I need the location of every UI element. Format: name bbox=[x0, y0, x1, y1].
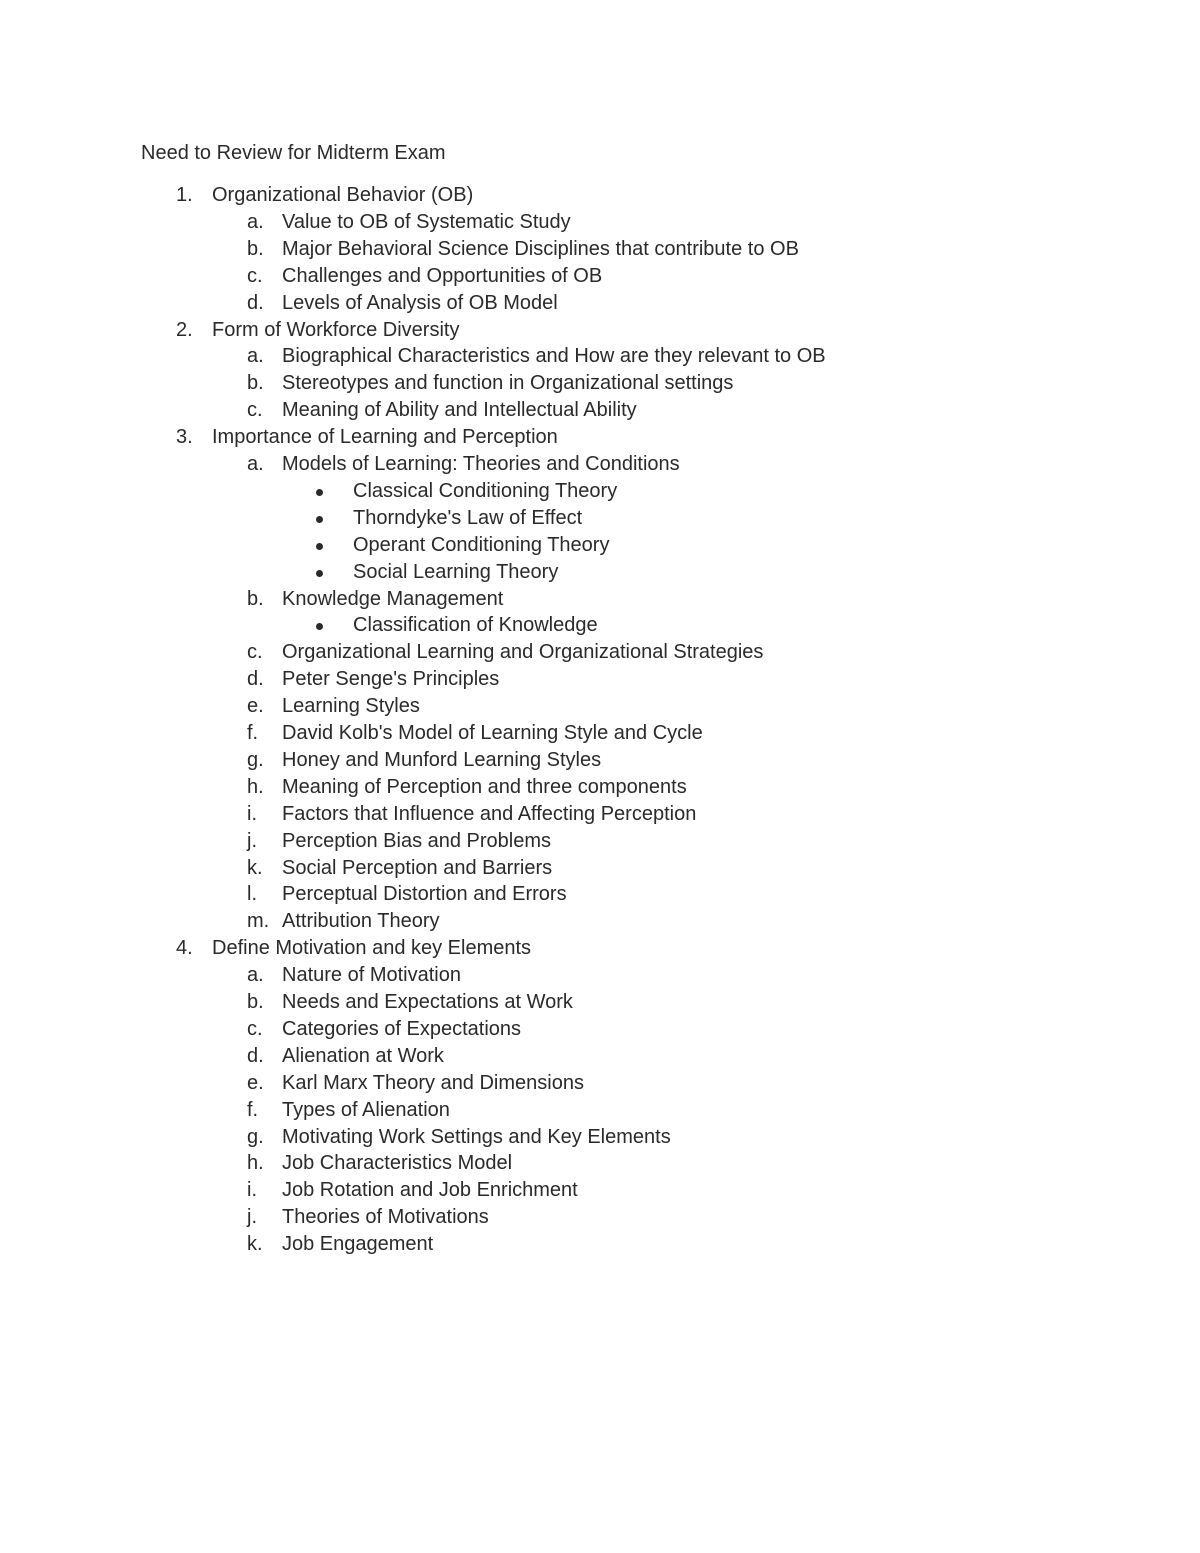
list-item-text: David Kolb's Model of Learning Style and Cycle bbox=[282, 722, 703, 744]
list-item-text: Factors that Influence and Affecting Perception bbox=[282, 802, 697, 825]
list-item-text: Thorndyke's Law of Effect bbox=[353, 506, 583, 529]
bullet-item bbox=[0, 478, 1200, 505]
list-item-text: Classification of Knowledge bbox=[353, 614, 598, 637]
bullet-item bbox=[0, 532, 1200, 559]
list-item-text: Define Motivation and key Elements bbox=[212, 937, 532, 960]
list-marker: h. bbox=[247, 775, 264, 798]
bullet-icon bbox=[316, 543, 323, 550]
sub-item bbox=[0, 908, 1200, 935]
list-marker: i. bbox=[247, 802, 257, 825]
list-item-text: Alienation at Work bbox=[282, 1044, 444, 1067]
list-item-text: Perceptual Distortion and Errors bbox=[282, 883, 567, 906]
page-title: Need to Review for Midterm Exam bbox=[141, 142, 446, 164]
list-item-text: Importance of Learning and Perception bbox=[212, 426, 558, 449]
sub-item bbox=[0, 828, 1200, 855]
list-item-text: Job Characteristics Model bbox=[282, 1152, 513, 1175]
list-item-text: Levels of Analysis of OB Model bbox=[282, 291, 558, 314]
list-marker: a. bbox=[247, 964, 264, 987]
list-item-text: Stereotypes and function in Organizational settings bbox=[282, 372, 734, 395]
section-item bbox=[0, 424, 1200, 451]
list-item-text: Social Perception and Barriers bbox=[282, 856, 553, 879]
list-marker: d. bbox=[247, 291, 264, 314]
list-marker: a. bbox=[247, 210, 264, 233]
list-marker: j. bbox=[247, 829, 257, 852]
list-item-text: Types of Alienation bbox=[282, 1098, 450, 1121]
list-item-text: Social Learning Theory bbox=[353, 560, 559, 583]
sub-item bbox=[0, 263, 1200, 290]
sub-item bbox=[0, 666, 1200, 693]
list-marker: a. bbox=[247, 453, 264, 475]
list-marker: c. bbox=[247, 641, 263, 664]
section-item bbox=[0, 317, 1200, 344]
section-item bbox=[0, 935, 1200, 962]
sub-item bbox=[0, 397, 1200, 424]
list-marker: c. bbox=[247, 1017, 263, 1040]
list-marker: 2. bbox=[176, 318, 193, 341]
sub-item bbox=[0, 586, 1200, 613]
list-item-text: Categories of Expectations bbox=[282, 1017, 522, 1040]
list-marker: d. bbox=[247, 1044, 264, 1067]
list-marker: k. bbox=[247, 1233, 263, 1256]
list-marker: f. bbox=[247, 722, 259, 744]
list-marker: g. bbox=[247, 1125, 264, 1148]
sub-item bbox=[0, 639, 1200, 666]
sub-item bbox=[0, 801, 1200, 828]
list-item-text: Classical Conditioning Theory bbox=[353, 479, 618, 502]
list-marker: 3. bbox=[176, 426, 193, 449]
list-marker: b. bbox=[247, 991, 264, 1013]
list-item-text: Peter Senge's Principles bbox=[282, 668, 500, 691]
list-marker: i. bbox=[247, 1179, 257, 1202]
sub-item bbox=[0, 370, 1200, 397]
list-marker: k. bbox=[247, 856, 263, 879]
list-marker: l. bbox=[247, 883, 257, 906]
bullet-item bbox=[0, 559, 1200, 586]
list-item-text: Honey and Munford Learning Styles bbox=[282, 748, 602, 771]
bullet-icon bbox=[316, 489, 323, 496]
list-marker: d. bbox=[247, 668, 264, 691]
list-item-text: Major Behavioral Science Disciplines that contribute to OB bbox=[282, 237, 799, 260]
list-item-text: Biographical Characteristics and How are they relevant to OB bbox=[282, 345, 826, 368]
list-item-text: Karl Marx Theory and Dimensions bbox=[282, 1071, 584, 1094]
list-item-text: Operant Conditioning Theory bbox=[353, 533, 610, 556]
sub-item bbox=[0, 693, 1200, 720]
sub-item bbox=[0, 1231, 1200, 1258]
list-item-text: Knowledge Management bbox=[282, 587, 504, 610]
section-item bbox=[0, 182, 1200, 209]
list-marker: b. bbox=[247, 237, 264, 260]
sub-item bbox=[0, 1097, 1200, 1124]
list-item-text: Perception Bias and Problems bbox=[282, 829, 552, 852]
bullet-icon bbox=[316, 516, 323, 523]
list-item-text: Job Engagement bbox=[282, 1233, 434, 1256]
list-item-text: Motivating Work Settings and Key Elements bbox=[282, 1125, 671, 1148]
list-item-text: Attribution Theory bbox=[282, 910, 440, 933]
bullet-icon bbox=[316, 570, 323, 577]
list-item-text: Models of Learning: Theories and Conditions bbox=[282, 453, 680, 475]
sub-item bbox=[0, 1016, 1200, 1043]
sub-item bbox=[0, 236, 1200, 263]
list-marker: b. bbox=[247, 372, 264, 395]
list-item-text: Needs and Expectations at Work bbox=[282, 991, 573, 1013]
list-marker: c. bbox=[247, 399, 263, 422]
list-item-text: Nature of Motivation bbox=[282, 964, 461, 987]
list-item-text: Meaning of Ability and Intellectual Ability bbox=[282, 399, 637, 422]
list-marker: b. bbox=[247, 587, 264, 610]
list-item-text: Form of Workforce Diversity bbox=[212, 318, 460, 341]
list-item-text: Challenges and Opportunities of OB bbox=[282, 264, 603, 287]
sub-item bbox=[0, 1204, 1200, 1231]
list-item-text: Organizational Learning and Organizational Strategies bbox=[282, 641, 764, 664]
list-marker: 4. bbox=[176, 937, 193, 960]
bullet-icon bbox=[316, 623, 323, 630]
list-item-text: Organizational Behavior (OB) bbox=[212, 184, 474, 206]
bullet-item bbox=[0, 505, 1200, 532]
sub-item bbox=[0, 1150, 1200, 1177]
sub-item bbox=[0, 290, 1200, 317]
list-marker: c. bbox=[247, 264, 263, 287]
sub-item bbox=[0, 343, 1200, 370]
sub-item bbox=[0, 774, 1200, 801]
sub-item bbox=[0, 989, 1200, 1016]
list-item-text: Job Rotation and Job Enrichment bbox=[282, 1179, 578, 1202]
list-item-text: Value to OB of Systematic Study bbox=[282, 210, 571, 233]
list-marker: h. bbox=[247, 1152, 264, 1175]
bullet-item bbox=[0, 612, 1200, 639]
sub-item bbox=[0, 962, 1200, 989]
sub-item bbox=[0, 451, 1200, 478]
sub-item bbox=[0, 1070, 1200, 1097]
list-marker: e. bbox=[247, 695, 264, 718]
sub-item bbox=[0, 747, 1200, 774]
list-item-text: Meaning of Perception and three components bbox=[282, 775, 687, 798]
list-marker: j. bbox=[247, 1206, 257, 1229]
list-marker: m. bbox=[247, 910, 270, 933]
sub-item bbox=[0, 1124, 1200, 1151]
sub-item bbox=[0, 881, 1200, 908]
list-marker: g. bbox=[247, 748, 264, 771]
list-marker: e. bbox=[247, 1071, 264, 1094]
list-marker: 1. bbox=[176, 184, 193, 206]
list-marker: a. bbox=[247, 345, 264, 368]
sub-item bbox=[0, 720, 1200, 747]
sub-item bbox=[0, 1043, 1200, 1070]
sub-item bbox=[0, 209, 1200, 236]
list-item-text: Theories of Motivations bbox=[282, 1206, 489, 1229]
sub-item bbox=[0, 1177, 1200, 1204]
list-item-text: Learning Styles bbox=[282, 695, 420, 718]
sub-item bbox=[0, 855, 1200, 882]
list-marker: f. bbox=[247, 1098, 259, 1121]
